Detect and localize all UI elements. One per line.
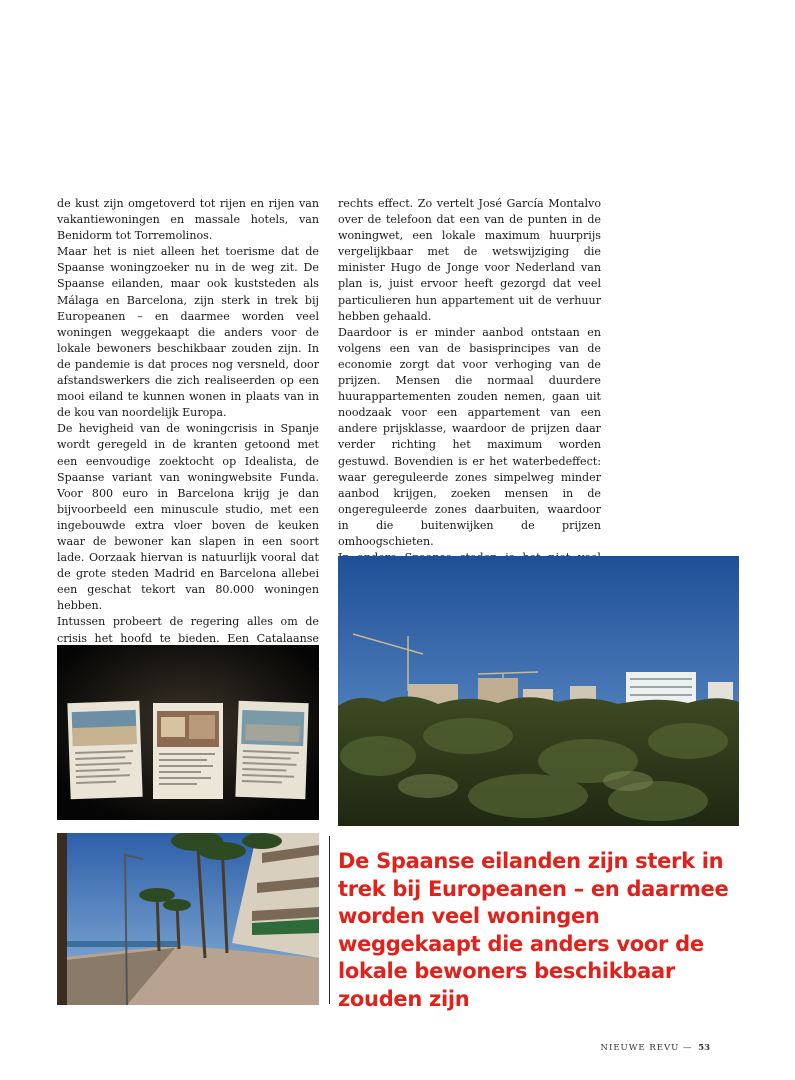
page-footer	[601, 1043, 710, 1053]
magazine-name: NIEUWE REVU —	[600, 1043, 693, 1053]
pull-quote: De Spaanse eilanden zijn sterk in trek bij Europeanen – en daarmee worden veel woningen weggekaapt die anders voor de lokale bewoners beschikbaar zouden zijn	[338, 849, 729, 1011]
photo-construction-site	[338, 556, 739, 826]
article-column-right	[338, 196, 601, 614]
photo-property-ads	[57, 645, 319, 820]
page-number: 53	[698, 1043, 710, 1053]
paragraph: rechts effect. Zo vertelt José García Montalvo over de telefoon dat een van de punten in de woningwet, een lokale maximum huurprijs vergelijkbaar met de wetswijziging die minister Hugo de Jonge voor Nederland van plan is, juist ervoor heeft gezorgd dat veel particulieren hun appartement uit de verhuur hebben gehaald.	[338, 197, 601, 323]
paragraph: Maar het is niet alleen het toerisme dat de Spaanse woningzoeker nu in de weg zit. De Spaanse eilanden, maar ook kuststeden als Málaga en Barcelona, zijn sterk in trek bij Europeanen – en daarmee worden veel woningen weggekaapt die anders voor de lokale bewoners beschikbaar zouden zijn. In de pandemie is dat proces nog versneld, door afstandswerkers die zich realiseerden op een mooi eiland te kunnen wonen in plaats van in de kou van noordelijk Europa.	[57, 245, 319, 420]
photo-beach-promenade	[57, 833, 319, 1005]
vertical-divider	[329, 836, 330, 1004]
article-column-left	[57, 196, 319, 695]
paragraph: De hevigheid van de woningcrisis in Spanje wordt geregeld in de kranten getoond met een eenvoudige zoektocht op Idealista, de Spaanse variant van woningwebsite Funda. Voor 800 euro in Barcelona krijg je dan bijvoorbeeld een minuscule studio, met een ingebouwde extra vloer boven de keuken waar de bewoner kan slapen in een soort lade. Oorzaak hiervan is natuurlijk vooral dat de grote steden Madrid en Barcelona allebei een geschat tekort van 80.000 woningen hebben.	[57, 422, 319, 613]
paragraph: Daardoor is er minder aanbod ontstaan en volgens een van de basisprincipes van de economie zorgt dat voor verhoging van de prijzen. Mensen die normaal duurdere huurappartementen zouden nemen, gaan uit noodzaak voor een appartement van een andere prijsklasse, waardoor de prijzen daar verder richting het maximum worden gestuwd. Bovendien is er het waterbedeffect: waar gereguleerde zones simpelweg minder aanbod krijgen, zoeken mensen in de ongereguleerde zones daarbuiten, waardoor in die buitenwijken de prijzen omhoogschieten.	[338, 325, 601, 548]
paragraph: Intussen probeert de regering alles om de crisis het hoofd te bieden. Een Catalaanse	[57, 615, 319, 645]
paragraph: de kust zijn omgetoverd tot rijen en rijen van vakantiewoningen en massale hotels, van Benidorm tot Torremolinos.	[57, 197, 319, 243]
